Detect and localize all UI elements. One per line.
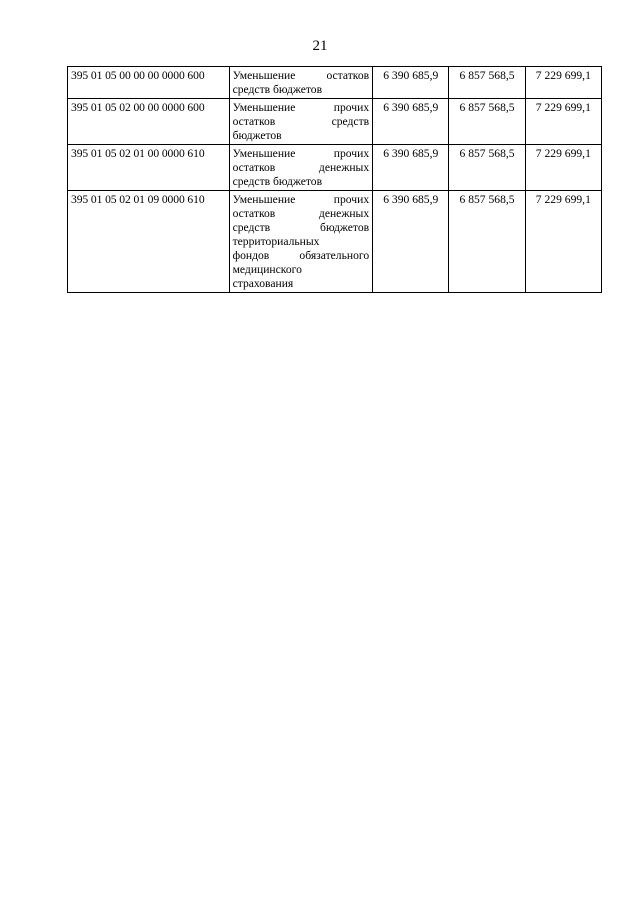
description-line: остатков средств	[232, 115, 370, 128]
table-row	[68, 191, 602, 293]
description-cell	[229, 191, 373, 293]
amount-cell-year1: 6 390 685,9	[373, 145, 449, 191]
page-number: 21	[312, 38, 328, 54]
amount-cell-year2: 6 857 568,5	[449, 191, 525, 293]
amount-cell-year3: 7 229 699,1	[525, 191, 601, 293]
description-line: Уменьшение прочих	[232, 101, 370, 114]
description-line: остатков денежных	[232, 161, 370, 174]
description-cell	[229, 99, 373, 145]
description-line: Уменьшение прочих	[232, 193, 370, 206]
budget-code-cell: 395 01 05 02 01 09 0000 610	[68, 191, 230, 293]
budget-code-cell: 395 01 05 02 01 00 0000 610	[68, 145, 230, 191]
amount-cell-year1: 6 390 685,9	[373, 67, 449, 99]
table-row	[68, 145, 602, 191]
description-line: медицинского	[232, 263, 302, 276]
description-cell	[229, 145, 373, 191]
description-line: страхования	[232, 277, 294, 290]
amount-cell-year1: 6 390 685,9	[373, 99, 449, 145]
description-line: Уменьшение остатков	[232, 69, 370, 82]
description-line: фондов обязательного	[232, 249, 370, 262]
budget-code-cell: 395 01 05 02 00 00 0000 600	[68, 99, 230, 145]
table-row	[68, 99, 602, 145]
amount-cell-year2: 6 857 568,5	[449, 145, 525, 191]
description-line: средств бюджетов	[232, 83, 323, 96]
description-line: средств бюджетов	[232, 175, 323, 188]
budget-code-cell: 395 01 05 00 00 00 0000 600	[68, 67, 230, 99]
budget-sources-table	[67, 66, 602, 293]
description-line: остатков денежных	[232, 207, 370, 220]
amount-cell-year3: 7 229 699,1	[525, 67, 601, 99]
table-row	[68, 67, 602, 99]
amount-cell-year3: 7 229 699,1	[525, 99, 601, 145]
description-line: средств бюджетов	[232, 221, 370, 234]
description-line: территориальных	[232, 235, 320, 248]
description-cell	[229, 67, 373, 99]
amount-cell-year2: 6 857 568,5	[449, 99, 525, 145]
amount-cell-year2: 6 857 568,5	[449, 67, 525, 99]
amount-cell-year3: 7 229 699,1	[525, 145, 601, 191]
description-line: Уменьшение прочих	[232, 147, 370, 160]
amount-cell-year1: 6 390 685,9	[373, 191, 449, 293]
description-line: бюджетов	[232, 129, 282, 142]
